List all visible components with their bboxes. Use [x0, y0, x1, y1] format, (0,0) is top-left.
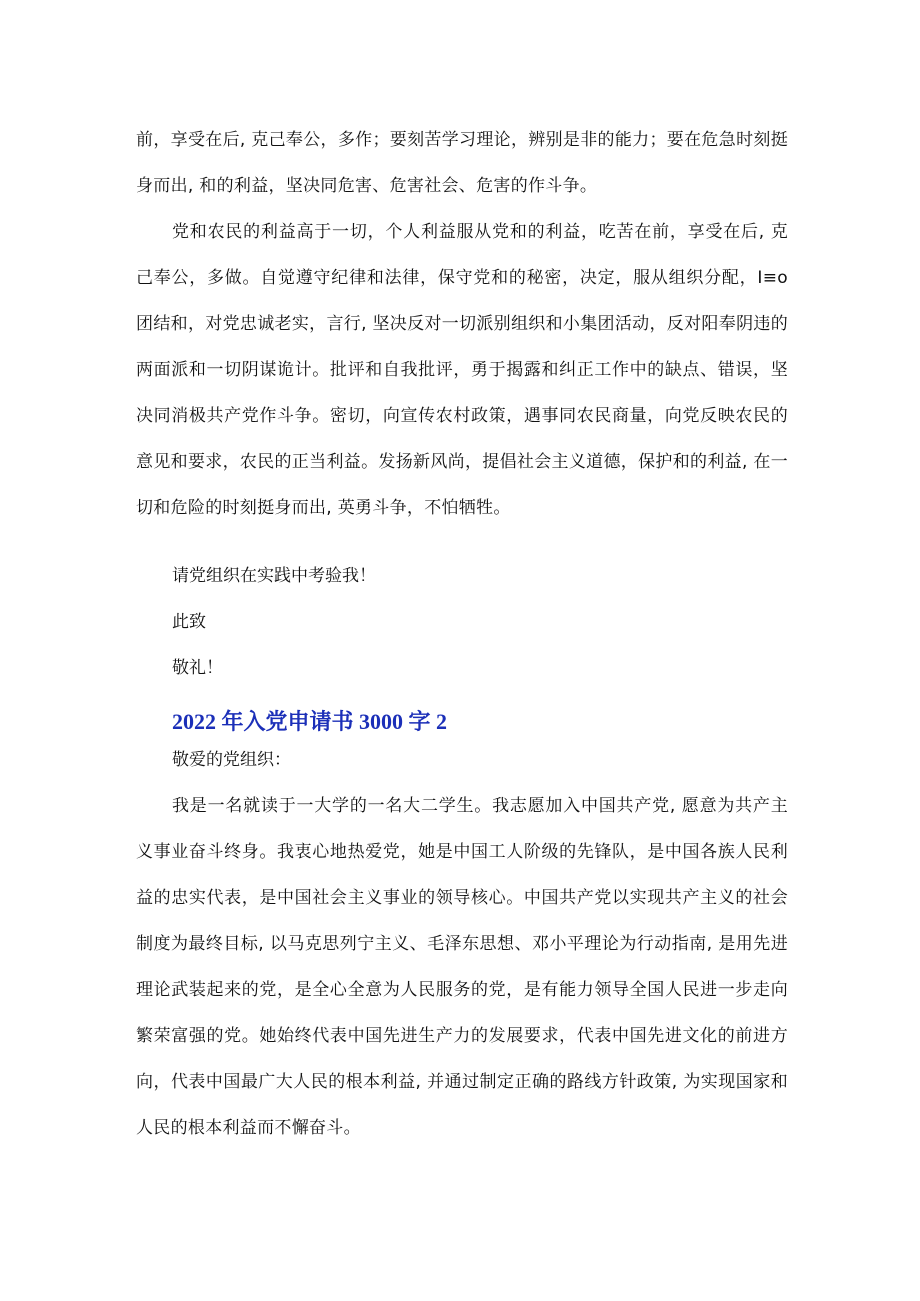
salutation: 敬爱的党组织： — [172, 750, 291, 770]
test-request-line: 请党组织在实践中考验我！ — [172, 566, 376, 586]
paragraph-application: 我是一名就读于一大学的一名大二学生。我志愿加入中国共产党, 愿意为共产主义事业奋斗终身。我衷心地热爱党，她是中国工人阶级的先锋队，是中国各族人民利益的忠实代表，是中国社会主义事业的领导核心。中国共产党以实现共产主义的社会制度为最终目标, 以马克思列宁主义、毛泽东思想、邓小平理论为行动指南, 是用先进理论武装起来的党，是全心全意为人民服务的党，是有能力领导全国人民进一步走向繁荣富强的党。她始终代表中国先进生产力的发展要求，代表中国先进文化的前进方向，代表中国最广大人民的根本利益, 并通过制定正确的路线方针政策, 为实现国家和人民的根本利益而不懈奋斗。 — [136, 796, 788, 1138]
paragraph-continued: 前，享受在后, 克己奉公，多作；要刻苦学习理论，辨别是非的能力；要在危急时刻挺身而出, 和的利益，坚决同危害、危害社会、危害的作斗争。 — [136, 130, 788, 196]
closing-line-1: 此致 — [172, 612, 206, 632]
paragraph-party-interests: 党和农民的利益高于一切，个人利益服从党和的利益，吃苦在前，享受在后, 克己奉公，多做。自觉遵守纪律和法律，保守党和的秘密，决定，服从组织分配，I≡o 团结和，对党忠诚老实，言行, 坚决反对一切派别组织和小集团活动，反对阳奉阴违的两面派和一切阴谋诡计。批评和自我批评，勇于揭露和纠正工作中的缺点、错误，坚决同消极共产党作斗争。密切，向宣传农村政策，遇事同农民商量，向党反映农民的意见和要求，农民的正当利益。发扬新风尚，提倡社会主义道德，保护和的利益, 在一切和危险的时刻挺身而出, 英勇斗争，不怕牺牲。 — [136, 222, 788, 518]
closing-line-2: 敬礼！ — [172, 658, 223, 678]
section-heading: 2022 年入党申请书 3000 字 2 — [172, 709, 448, 734]
